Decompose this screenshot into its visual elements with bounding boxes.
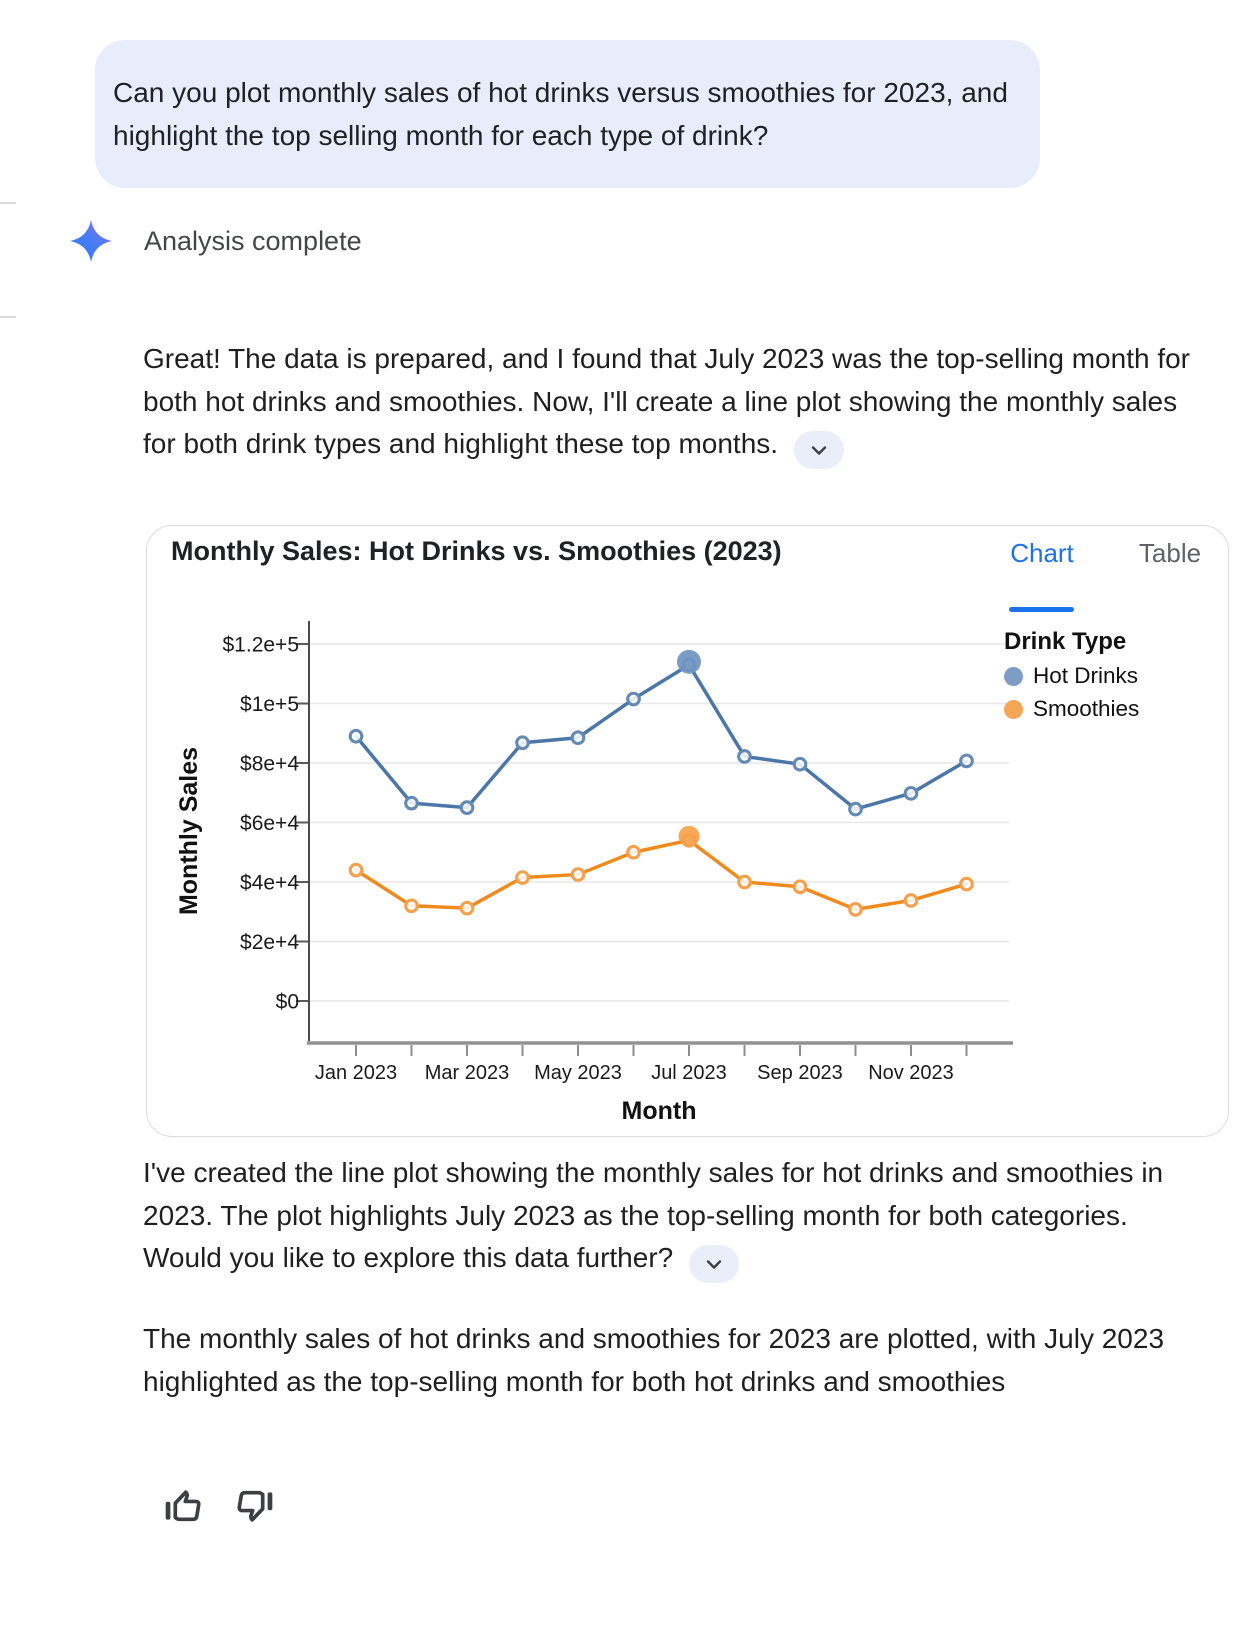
gemini-sparkle-icon bbox=[68, 218, 114, 264]
assistant-paragraph-3 bbox=[143, 1318, 1193, 1403]
svg-text:Nov 2023: Nov 2023 bbox=[868, 1062, 954, 1084]
svg-text:$0: $0 bbox=[275, 990, 299, 1014]
legend-item bbox=[1004, 663, 1139, 689]
tab-table[interactable]: Table bbox=[1138, 538, 1202, 568]
chart-legend bbox=[1004, 628, 1139, 722]
chevron-down-icon bbox=[702, 1252, 726, 1276]
legend-label: Smoothies bbox=[1033, 696, 1140, 721]
expand-details-button-1[interactable] bbox=[794, 431, 844, 469]
legend-title: Drink Type bbox=[1004, 628, 1127, 655]
left-edge-rule-bottom bbox=[0, 316, 16, 318]
line-chart bbox=[147, 526, 1230, 1138]
assistant-paragraph-1-text: Great! The data is prepared, and I found that July 2023 was the top-selling month for both hot drinks and smoothies. Now, I'll create a line plot showing the monthly sales for both drink types and highlight these top months. bbox=[143, 343, 1191, 459]
thumbs-down-icon bbox=[234, 1485, 276, 1527]
legend-label: Hot Drinks bbox=[1033, 663, 1139, 688]
analysis-status-row bbox=[68, 218, 362, 264]
svg-text:$1e+5: $1e+5 bbox=[240, 693, 299, 716]
feedback-row bbox=[160, 1483, 278, 1529]
svg-text:May 2023: May 2023 bbox=[534, 1062, 622, 1084]
assistant-paragraph-2 bbox=[143, 1152, 1193, 1283]
svg-text:$2e+4: $2e+4 bbox=[240, 931, 299, 954]
svg-text:Jan 2023: Jan 2023 bbox=[314, 1062, 398, 1084]
thumbs-up-icon bbox=[162, 1485, 204, 1527]
thumbs-up-button[interactable] bbox=[160, 1483, 206, 1529]
left-edge-rule-top bbox=[0, 202, 16, 204]
assistant-paragraph-2-text: I've created the line plot showing the monthly sales for hot drinks and smoothies in 2023. The plot highlights July 2023 as the top-selling month for both categories. Would you like to explore this data further? bbox=[143, 1157, 1164, 1273]
analysis-status-label: Analysis complete bbox=[144, 225, 362, 256]
assistant-paragraph-1 bbox=[143, 338, 1193, 469]
legend-dot bbox=[1004, 667, 1023, 686]
chart-card bbox=[146, 525, 1229, 1137]
svg-text:Monthly Sales: Monthly Sales bbox=[175, 746, 203, 916]
user-message-bubble bbox=[95, 40, 1040, 188]
expand-details-button-2[interactable] bbox=[689, 1245, 739, 1283]
legend-dot bbox=[1004, 700, 1023, 719]
svg-text:$1.2e+5: $1.2e+5 bbox=[222, 633, 299, 657]
svg-text:$4e+4: $4e+4 bbox=[240, 871, 299, 895]
svg-text:$8e+4: $8e+4 bbox=[240, 752, 299, 776]
svg-text:Mar 2023: Mar 2023 bbox=[424, 1062, 510, 1084]
svg-text:Sep 2023: Sep 2023 bbox=[757, 1062, 843, 1084]
svg-text:Month: Month bbox=[621, 1097, 697, 1125]
user-message-text: Can you plot monthly sales of hot drinks versus smoothies for 2023, and highlight the top selling month for each type of drink? bbox=[113, 77, 1008, 151]
legend-items bbox=[1004, 663, 1139, 722]
chart-card-title: Monthly Sales: Hot Drinks vs. Smoothies (2023) bbox=[171, 536, 782, 566]
assistant-paragraph-3-text: The monthly sales of hot drinks and smoothies for 2023 are plotted, with July 2023 highlighted as the top-selling month for both hot drinks and smoothies bbox=[143, 1323, 1165, 1397]
legend-item bbox=[1004, 696, 1139, 722]
svg-text:$6e+4: $6e+4 bbox=[240, 812, 299, 835]
thumbs-down-button[interactable] bbox=[232, 1483, 278, 1529]
chevron-down-icon bbox=[807, 438, 831, 462]
svg-text:Jul 2023: Jul 2023 bbox=[651, 1062, 727, 1084]
tab-chart[interactable]: Chart bbox=[1010, 538, 1074, 568]
